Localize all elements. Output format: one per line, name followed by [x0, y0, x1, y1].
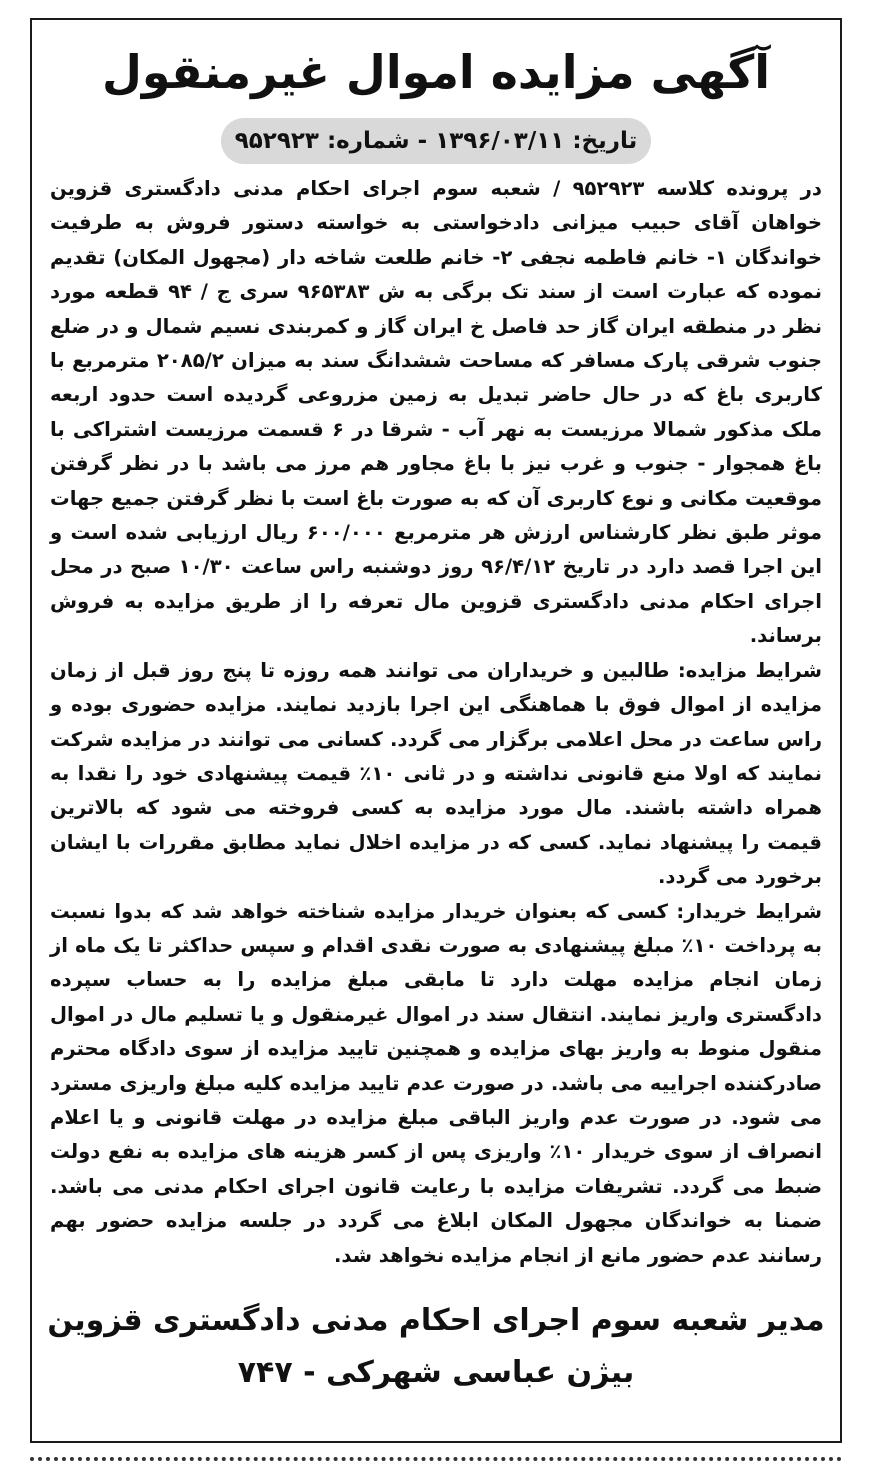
auction-conditions-paragraph: شرایط مزایده: طالبین و خریداران می توانند همه روزه تا پنج روز قبل از زمان مزایده از اموال فوق با هماهنگی این اجرا بازدید نمایند. مزایده حضوری بوده و راس ساعت در محل اعلامی برگزار می گردد. کسانی می توانند در مزایده شرکت نمایند که اولا منع قانونی نداشته و در ثانی ۱۰٪ قیمت پیشنهادی خود را نقدا به همراه داشته باشند. مال مورد مزایده به کسی فروخته می شود که بالاترین قیمت را پیشنهاد نماید. کسی که در مزایده اخلال نماید مطابق مقررات با ایشان برخورد می گردد.: [50, 658, 822, 889]
buyer-conditions-paragraph: شرایط خریدار: کسی که بعنوان خریدار مزایده شناخته خواهد شد که بدوا نسبت به پرداخت ۱۰٪ مبلغ پیشنهادی به صورت نقدی اقدام و سپس حداکثر تا یک ماه از زمان انجام مزایده مهلت دارد تا مابقی مبلغ مزایده را به حساب سپرده دادگستری واریز نمایند. انتقال سند در اموال غیرمنقول و یا تسلیم مال در اموال منقول منوط به واریز بهای مزایده و همچنین تایید مزایده از سوی دادگاه محترم صادرکننده اجراییه می باشد. در صورت عدم تایید مزایده کلیه مبلغ واریزی مسترد می شود. در صورت عدم واریز الباقی مبلغ مزایده در مهلت قانونی و یا اعلام انصراف از سوی خریدار ۱۰٪ واریزی پس از کسر هزینه های مزایده به نفع دولت ضبط می گردد. تشریفات مزایده با رعایت قانون اجرای احکام مدنی می باشد. ضمنا به خواندگان مجهول المکان ابلاغ می گردد در جلسه مزایده حضور بهم رسانند عدم حضور مانع از انجام مزایده نخواهد شد.: [50, 899, 822, 1267]
bottom-dotted-divider: [30, 1457, 842, 1461]
signature-name: بیژن عباسی شهرکی - ۷۴۷: [237, 1355, 635, 1390]
notice-body: [50, 172, 822, 1273]
signature-block: [40, 1295, 832, 1399]
auction-notice: [40, 30, 832, 1399]
case-description-paragraph: در پرونده کلاسه ۹۵۲۹۲۳ / شعبه سوم اجرای احکام مدنی دادگستری قزوین خواهان آقای حبیب میزانی دادخواستی به خواسته دستور فروش به طرفیت خواندگان ۱- خانم فاطمه نجفی ۲- خانم طلعت شاخه دار (مجهول المکان) تقدیم نموده که عبارت است از سند تک برگی به ش ۹۶۵۳۸۳ سری ج / ۹۴ قطعه مورد نظر در منطقه ایران گاز حد فاصل خ ایران گاز و کمربندی نسیم شمال و در ضلع جنوب شرقی پارک مسافر که مساحت ششدانگ سند به میزان ۲۰۸۵/۲ مترمربع با کاربری باغ که در حال حاضر تبدیل به زمین مزروعی گردیده است حدود اربعه ملک مذکور شمالا مرزیست به نهر آب - شرقا در ۶ قسمت مرزیست اشتراکی با باغ همجوار - جنوب و غرب نیز با باغ مجاور هم مرز می باشد با در نظر گرفتن موقعیت مکانی و نوع کاربری آن که به صورت باغ است با نظر گرفتن جمیع جهات موثر طبق نظر کارشناس ارزش هر مترمربع ۶۰۰/۰۰۰ ریال ارزیابی شده است و این اجرا قصد دارد در تاریخ ۹۶/۴/۱۲ روز دوشنبه راس ساعت ۱۰/۳۰ صبح در محل اجرای احکام مدنی دادگستری قزوین مال تعرفه را از طریق مزایده به فروش برساند.: [50, 177, 823, 648]
notice-title: آگهی مزایده اموال غیرمنقول: [101, 45, 771, 99]
date-number-badge: تاریخ: ۱۳۹۶/۰۳/۱۱ - شماره: ۹۵۲۹۲۳: [221, 118, 651, 164]
signature-office: مدیر شعبه سوم اجرای احکام مدنی دادگستری قزوین: [47, 1303, 825, 1338]
